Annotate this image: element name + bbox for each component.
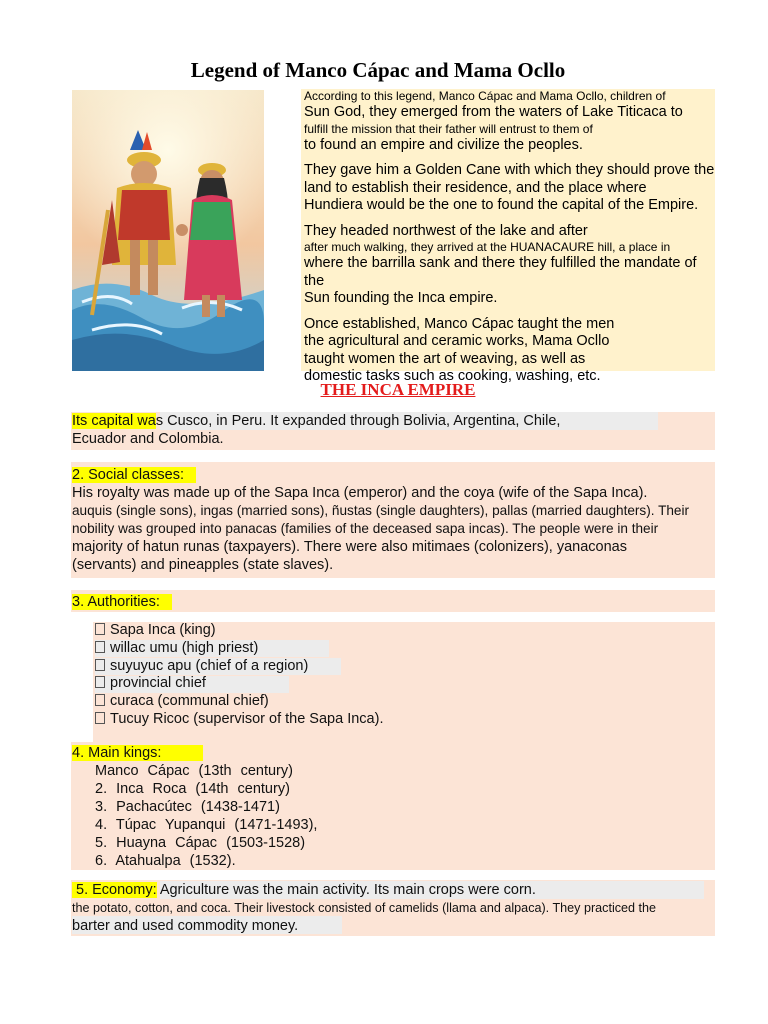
legend-line: Once established, Manco Cápac taught the men bbox=[304, 315, 615, 332]
social-heading: 2. Social classes: bbox=[72, 467, 196, 483]
list-item: Manco Cápac (13th century) bbox=[95, 763, 293, 779]
economy-line-3: barter and used commodity money. bbox=[72, 918, 299, 934]
legend-line: land to establish their residence, and the place where bbox=[304, 179, 647, 196]
kings-heading-wrap bbox=[72, 744, 203, 762]
capital-line-1: s Cusco, in Peru. It expanded through Bolivia, Argentina, Chile, bbox=[155, 413, 561, 429]
legend-paragraph-4 bbox=[304, 316, 716, 386]
authority-label: curaca (communal chief) bbox=[110, 693, 269, 710]
legend-line: fulfill the mission that their father will entrust to them of bbox=[304, 121, 593, 136]
list-item bbox=[95, 693, 383, 711]
list-item: 6. Atahualpa (1532). bbox=[95, 853, 236, 869]
legend-line: They gave him a Golden Cane with which they should prove the bbox=[304, 162, 715, 178]
list-item bbox=[95, 640, 383, 658]
list-item bbox=[95, 622, 383, 640]
legend-line: Sun founding the Inca empire. bbox=[304, 290, 498, 306]
social-line-4: majority of hatun runas (taxpayers). There were also mitimaes (colonizers), yanaconas bbox=[72, 539, 627, 555]
bullet-placeholder-icon bbox=[95, 659, 105, 671]
legend-line: where the barrilla sank and there they fulfilled the mandate of the bbox=[304, 255, 697, 289]
list-item: 5. Huayna Cápac (1503-1528) bbox=[95, 835, 306, 851]
bullet-placeholder-icon bbox=[95, 641, 105, 653]
legend-line: after much walking, they arrived at the HUANACAURE hill, a place in bbox=[304, 240, 671, 254]
authorities-heading: 3. Authorities: bbox=[72, 594, 172, 610]
economy-text bbox=[72, 881, 656, 935]
list-item bbox=[95, 658, 383, 676]
authority-label: willac umu (high priest) bbox=[110, 639, 259, 656]
legend-line: taught women the art of weaving, as well as bbox=[304, 350, 586, 367]
list-item bbox=[95, 675, 383, 693]
capital-text bbox=[72, 412, 560, 448]
kings-list bbox=[95, 762, 317, 870]
authority-label: suyuyuc apu (chief of a region) bbox=[110, 657, 309, 674]
bullet-placeholder-icon bbox=[95, 623, 105, 635]
social-line-3: nobility was grouped into panacas (families of the deceased sapa incas). The people were in their bbox=[72, 521, 659, 536]
authority-label: Sapa Inca (king) bbox=[110, 622, 216, 638]
list-item: 2. Inca Roca (14th century) bbox=[95, 781, 290, 797]
bullet-placeholder-icon bbox=[95, 694, 105, 706]
authorities-list bbox=[95, 622, 383, 729]
social-classes bbox=[72, 466, 689, 574]
authorities-heading-wrap bbox=[72, 593, 172, 611]
authority-label: Tucuy Ricoc (supervisor of the Sapa Inca). bbox=[110, 710, 384, 727]
capital-line-2: Ecuador and Colombia. bbox=[72, 431, 224, 447]
legend-line: the agricultural and ceramic works, Mama Ocllo bbox=[304, 333, 610, 349]
bullet-placeholder-icon bbox=[95, 712, 105, 724]
capital-highlight: Its capital wa bbox=[72, 413, 156, 429]
bullet-placeholder-icon bbox=[95, 676, 105, 688]
legend-illustration bbox=[72, 90, 264, 371]
economy-line-2: the potato, cotton, and coca. Their livestock consisted of camelids (llama and alpaca). They practiced the bbox=[72, 901, 657, 915]
social-line-2: auquis (single sons), ingas (married sons), ñustas (single daughters), pallas (married daughters). Their bbox=[72, 503, 690, 518]
economy-heading: 5. Economy: bbox=[72, 882, 157, 898]
legend-text bbox=[304, 89, 716, 394]
legend-paragraph-1 bbox=[304, 89, 716, 154]
social-line-5: (servants) and pineapples (state slaves). bbox=[72, 557, 334, 573]
legend-paragraph-3 bbox=[304, 223, 716, 308]
economy-line-1: Agriculture was the main activity. Its main crops were corn. bbox=[156, 882, 536, 898]
kings-heading: 4. Main kings: bbox=[72, 745, 203, 761]
legend-line: Sun God, they emerged from the waters of Lake Titicaca to bbox=[304, 104, 683, 120]
list-item: 3. Pachacútec (1438-1471) bbox=[95, 799, 280, 815]
legend-line: domestic tasks such as cooking, washing, etc. bbox=[304, 368, 601, 384]
legend-line: They headed northwest of the lake and after bbox=[304, 222, 588, 239]
list-item bbox=[95, 711, 383, 729]
legend-line: Hundiera would be the one to found the capital of the Empire. bbox=[304, 197, 699, 213]
authority-label: provincial chief bbox=[110, 675, 206, 692]
legend-line: According to this legend, Manco Cápac and Mama Ocllo, children of bbox=[304, 89, 666, 103]
legend-line: to found an empire and civilize the peoples. bbox=[304, 136, 583, 153]
social-line-1: His royalty was made up of the Sapa Inca (emperor) and the coya (wife of the Sapa Inca). bbox=[72, 485, 648, 501]
page-title: Legend of Manco Cápac and Mama Ocllo bbox=[190, 58, 566, 82]
legend-paragraph-2 bbox=[304, 162, 716, 215]
list-item: 4. Túpac Yupanqui (1471-1493), bbox=[95, 817, 318, 833]
section-title: THE INCA EMPIRE bbox=[320, 380, 476, 399]
